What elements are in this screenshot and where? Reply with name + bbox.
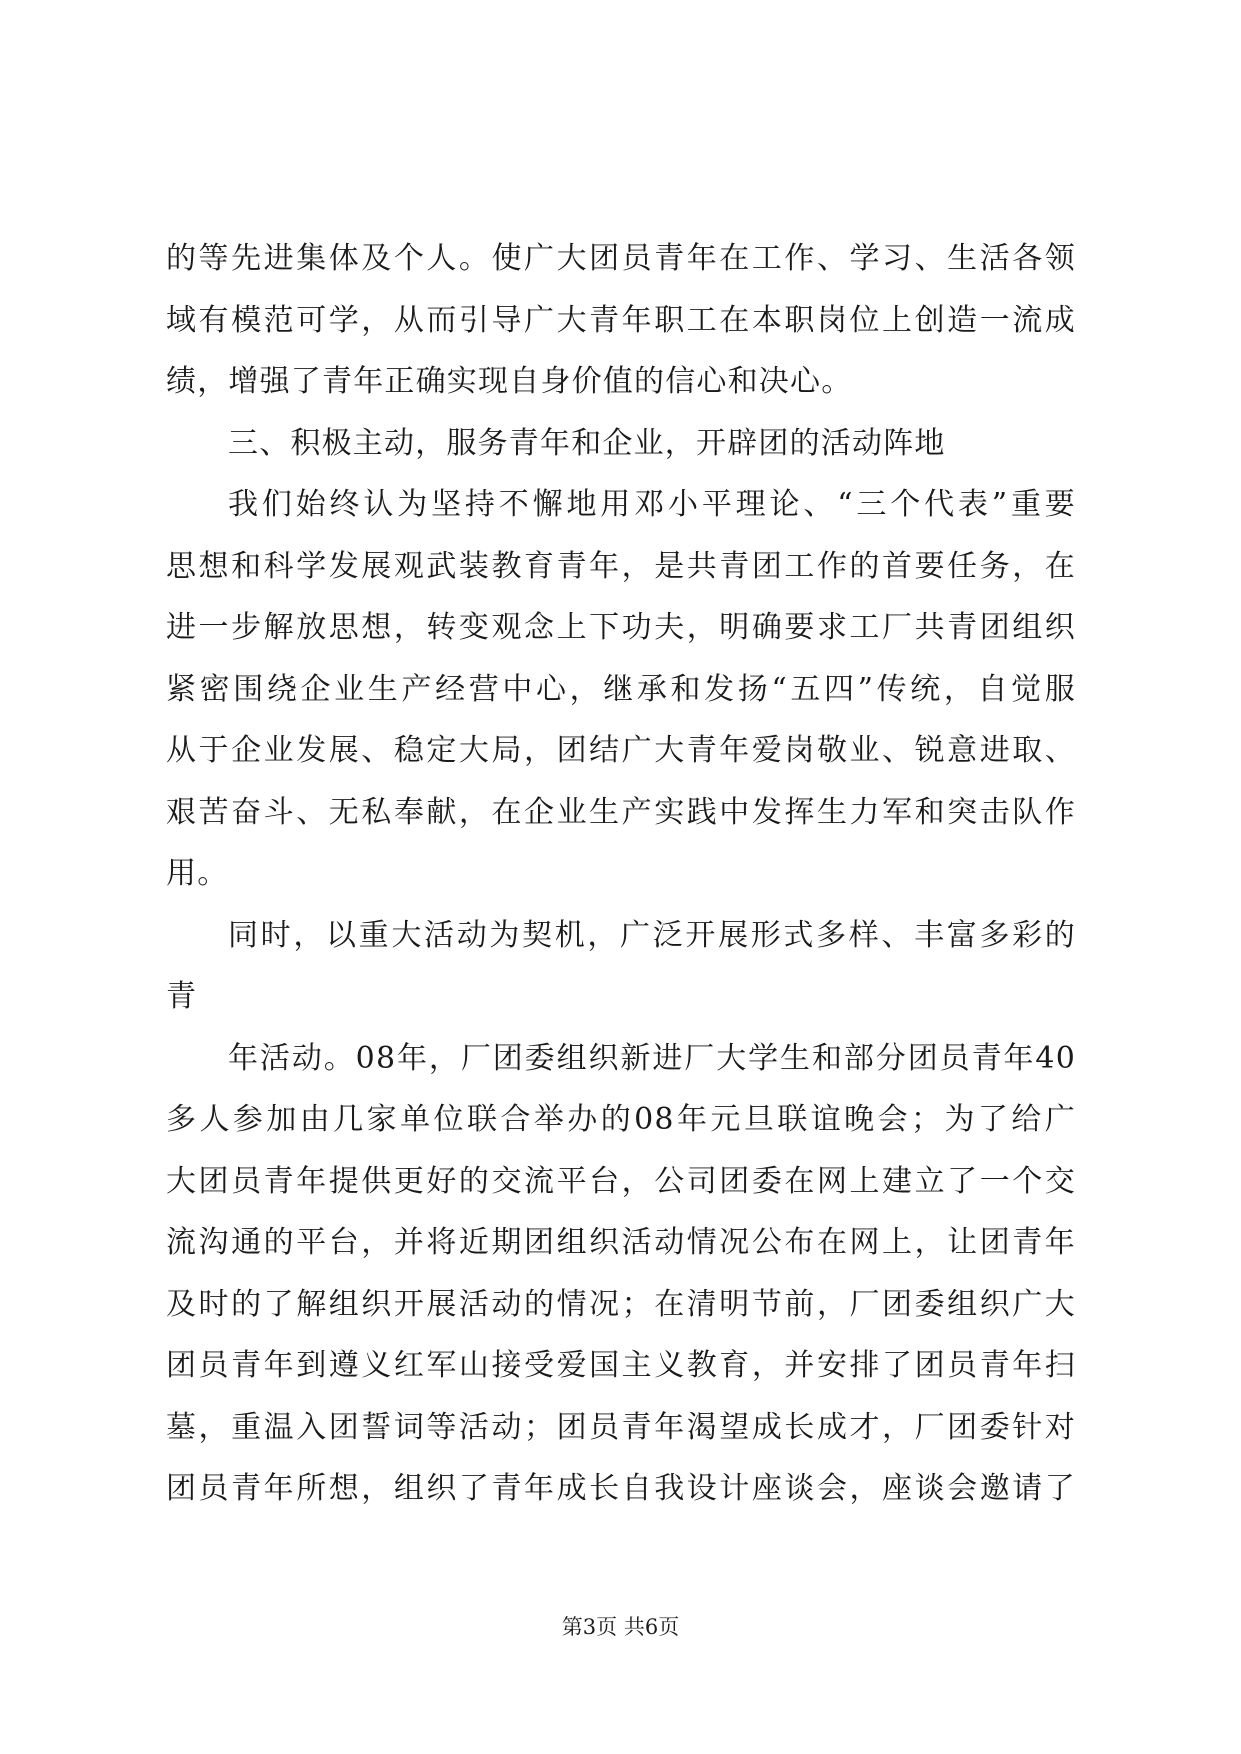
text-line: 从于企业发展、稳定大局，团结广大青年爱岗敬业、锐意进取、: [166, 733, 1076, 768]
text-line: 我们始终认为坚持不懈地用邓小平理论、“三个代表”重要: [228, 487, 1076, 522]
text-line: 流沟通的平台，并将近期团组织活动情况公布在网上，让团青年: [166, 1225, 1076, 1260]
text-line: 墓，重温入团誓词等活动；团员青年渴望成长成才，厂团委针对: [166, 1409, 1076, 1445]
text-line: 思想和科学发展观武装教育青年，是共青团工作的首要任务，在: [166, 548, 1076, 584]
text-line: 年活动。08年，厂团委组织新进厂大学生和部分团员青年40: [228, 1040, 1076, 1076]
text-line: 的等先进集体及个人。使广大团员青年在工作、学习、生活各领: [166, 241, 1076, 276]
body-text: [166, 228, 1076, 1520]
text-line: 及时的了解组织开展活动的情况；在清明节前，厂团委组织广大: [166, 1286, 1076, 1322]
text-line: 团员青年所想，组织了青年成长自我设计座谈会，座谈会邀请了: [166, 1471, 1076, 1506]
text-line: 多人参加由几家单位联合举办的08年元旦联谊晚会；为了给广: [166, 1102, 1076, 1137]
text-line: 用。: [166, 856, 229, 891]
text-line: 青: [166, 979, 198, 1014]
section-heading: 三、积极主动，服务青年和企业，开辟团的活动阵地: [228, 425, 946, 461]
text-line: 绩，增强了青年正确实现自身价值的信心和决心。: [166, 364, 853, 399]
text-line: 进一步解放思想，转变观念上下功夫，明确要求工厂共青团组织: [166, 610, 1076, 645]
text-line: 域有模范可学，从而引导广大青年职工在本职岗位上创造一流成: [166, 302, 1076, 338]
text-line: 大团员青年提供更好的交流平台，公司团委在网上建立了一个交: [166, 1163, 1076, 1199]
page-number-footer: 第3页 共6页: [561, 1615, 680, 1639]
text-line: 紧密围绕企业生产经营中心，继承和发扬“五四”传统，自觉服: [166, 671, 1076, 707]
text-line: 同时，以重大活动为契机，广泛开展形式多样、丰富多彩的: [228, 917, 1076, 953]
text-line: 艰苦奋斗、无私奉献，在企业生产实践中发挥生力军和突击队作: [166, 794, 1076, 830]
text-line: 团员青年到遵义红军山接受爱国主义教育，并安排了团员青年扫: [166, 1348, 1076, 1383]
